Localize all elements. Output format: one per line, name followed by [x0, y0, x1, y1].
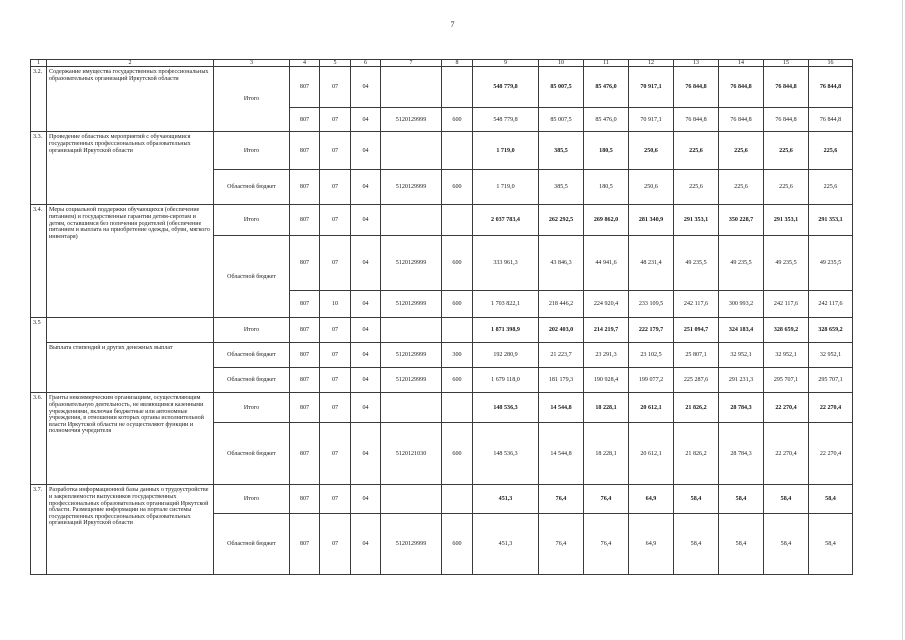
code-section: 07: [320, 423, 351, 485]
amount-year: 76 844,8: [809, 108, 853, 132]
amount-year: 48 231,4: [629, 236, 674, 291]
amount-year: 58,4: [719, 514, 764, 575]
amount-year: 58,4: [764, 514, 809, 575]
column-number: 9: [473, 60, 539, 67]
column-number: 8: [442, 60, 473, 67]
amount-year: 32 952,1: [764, 343, 809, 368]
code-expense-type: 600: [442, 514, 473, 575]
code-grbs: 807: [290, 423, 320, 485]
code-grbs: 807: [290, 514, 320, 575]
amount-year: 291 231,3: [719, 368, 764, 393]
code-target-article: 5120129999: [381, 343, 442, 368]
amount-year: 49 235,5: [719, 236, 764, 291]
funding-source: Областной бюджет: [214, 423, 290, 485]
funding-source: Областной бюджет: [214, 170, 290, 205]
column-number: 12: [629, 60, 674, 67]
amount-year: 180,5: [584, 170, 629, 205]
item-number: 3.7.: [31, 485, 47, 575]
item-number: 3.4.: [31, 205, 47, 318]
column-number: 14: [719, 60, 764, 67]
amount-total: 548 779,8: [473, 108, 539, 132]
code-grbs: 807: [290, 132, 320, 170]
item-description: Проведение областных мероприятий с обучающимися государственных профессиональных образовательных организаций Иркутской области: [47, 132, 214, 205]
amount-year: 21 223,7: [539, 343, 584, 368]
code-subsection: 04: [351, 514, 381, 575]
amount-total: 1 703 822,1: [473, 291, 539, 318]
amount-year: 58,4: [674, 514, 719, 575]
code-expense-type: [442, 205, 473, 236]
code-grbs: 807: [290, 393, 320, 423]
code-section: 10: [320, 291, 351, 318]
amount-year: 76 844,8: [719, 108, 764, 132]
code-subsection: 04: [351, 108, 381, 132]
amount-total: 1 719,0: [473, 132, 539, 170]
item-number: 3.2.: [31, 67, 47, 132]
code-expense-type: [442, 67, 473, 108]
code-subsection: 04: [351, 343, 381, 368]
amount-year: 76 844,8: [674, 108, 719, 132]
code-target-article: 5120121030: [381, 423, 442, 485]
amount-year: 350 228,7: [719, 205, 764, 236]
amount-year: 22 270,4: [764, 423, 809, 485]
amount-year: 44 941,6: [584, 236, 629, 291]
column-number: 15: [764, 60, 809, 67]
code-target-article: [381, 132, 442, 170]
funding-source: Итого: [214, 485, 290, 514]
amount-year: 291 353,1: [764, 205, 809, 236]
column-number: 6: [351, 60, 381, 67]
amount-year: 23 291,3: [584, 343, 629, 368]
amount-total: 192 280,9: [473, 343, 539, 368]
code-grbs: 807: [290, 236, 320, 291]
code-subsection: 04: [351, 132, 381, 170]
code-target-article: 5120129999: [381, 170, 442, 205]
code-target-article: [381, 205, 442, 236]
code-expense-type: [442, 485, 473, 514]
code-subsection: 04: [351, 485, 381, 514]
amount-year: 70 917,1: [629, 67, 674, 108]
code-grbs: 807: [290, 318, 320, 343]
code-subsection: 04: [351, 423, 381, 485]
amount-year: 225,6: [764, 132, 809, 170]
amount-year: 291 353,1: [809, 205, 853, 236]
amount-year: 225,6: [809, 170, 853, 205]
amount-year: 85 476,0: [584, 67, 629, 108]
amount-year: 18 228,1: [584, 423, 629, 485]
item-number: 3.5: [31, 318, 47, 393]
item-description: Разработка информационной базы данных о трудоустройстве и закрепляемости выпускников государственных профессиональных образовательных организаций Иркутской области. Размещение информации на портале системы государственных профессиональных образовательных организаций Иркутской области: [47, 485, 214, 575]
code-section: 07: [320, 170, 351, 205]
code-subsection: 04: [351, 318, 381, 343]
code-target-article: 5120129999: [381, 514, 442, 575]
amount-year: 180,5: [584, 132, 629, 170]
code-target-article: [381, 67, 442, 108]
funding-source: Итого: [214, 205, 290, 236]
funding-source: Итого: [214, 393, 290, 423]
amount-year: 385,5: [539, 170, 584, 205]
amount-year: 23 102,5: [629, 343, 674, 368]
amount-year: 300 993,2: [719, 291, 764, 318]
amount-year: 295 707,1: [809, 368, 853, 393]
amount-year: 76 844,8: [809, 67, 853, 108]
amount-year: 64,9: [629, 514, 674, 575]
amount-year: 225,6: [764, 170, 809, 205]
funding-source: Областной бюджет: [214, 514, 290, 575]
amount-year: 70 917,1: [629, 108, 674, 132]
amount-year: 85 476,0: [584, 108, 629, 132]
table-row: [31, 343, 853, 368]
code-section: 07: [320, 318, 351, 343]
code-target-article: 5120129999: [381, 108, 442, 132]
amount-year: 43 846,3: [539, 236, 584, 291]
amount-year: 49 235,5: [764, 236, 809, 291]
code-section: 07: [320, 393, 351, 423]
amount-year: 269 862,0: [584, 205, 629, 236]
amount-year: 76,4: [584, 485, 629, 514]
table-row: [31, 132, 853, 170]
amount-year: 49 235,5: [674, 236, 719, 291]
code-expense-type: 600: [442, 291, 473, 318]
amount-year: 20 612,1: [629, 393, 674, 423]
amount-year: 190 928,4: [584, 368, 629, 393]
item-number: 3.6.: [31, 393, 47, 485]
column-number-row: [31, 60, 853, 67]
amount-year: 21 826,2: [674, 423, 719, 485]
table-row: [31, 485, 853, 514]
code-expense-type: 600: [442, 108, 473, 132]
code-expense-type: [442, 318, 473, 343]
code-target-article: [381, 318, 442, 343]
amount-year: 25 807,1: [674, 343, 719, 368]
amount-year: 225,6: [719, 132, 764, 170]
amount-year: 22 270,4: [809, 393, 853, 423]
code-expense-type: 600: [442, 236, 473, 291]
code-section: 07: [320, 132, 351, 170]
code-grbs: 807: [290, 368, 320, 393]
column-number: 4: [290, 60, 320, 67]
code-subsection: 04: [351, 393, 381, 423]
amount-total: 451,3: [473, 485, 539, 514]
code-section: 07: [320, 368, 351, 393]
amount-year: 224 920,4: [584, 291, 629, 318]
amount-total: 2 037 783,4: [473, 205, 539, 236]
column-number: 11: [584, 60, 629, 67]
amount-year: 214 219,7: [584, 318, 629, 343]
code-grbs: 807: [290, 67, 320, 108]
code-expense-type: 600: [442, 170, 473, 205]
amount-year: 233 109,5: [629, 291, 674, 318]
amount-year: 242 117,6: [764, 291, 809, 318]
column-number: 10: [539, 60, 584, 67]
code-grbs: 807: [290, 108, 320, 132]
amount-year: 324 183,4: [719, 318, 764, 343]
funding-source: Областной бюджет: [214, 368, 290, 393]
page-edge-line: [902, 0, 903, 640]
column-number: 13: [674, 60, 719, 67]
amount-total: 1 679 118,0: [473, 368, 539, 393]
amount-year: 14 544,8: [539, 423, 584, 485]
amount-year: 291 353,1: [674, 205, 719, 236]
column-number: 16: [809, 60, 853, 67]
code-expense-type: 600: [442, 423, 473, 485]
amount-total: 451,3: [473, 514, 539, 575]
amount-total: 148 536,3: [473, 423, 539, 485]
column-number: 1: [31, 60, 47, 67]
amount-year: 28 784,3: [719, 393, 764, 423]
amount-year: 58,4: [809, 514, 853, 575]
amount-year: 295 707,1: [764, 368, 809, 393]
table-row: [31, 318, 853, 343]
amount-year: 14 544,8: [539, 393, 584, 423]
code-subsection: 04: [351, 236, 381, 291]
code-section: 07: [320, 514, 351, 575]
amount-year: 22 270,4: [809, 423, 853, 485]
item-description: Выплата стипендий и других денежных выплат: [47, 343, 214, 393]
amount-year: 49 235,5: [809, 236, 853, 291]
amount-total: 1 871 398,9: [473, 318, 539, 343]
amount-year: 281 340,9: [629, 205, 674, 236]
amount-year: 76,4: [539, 485, 584, 514]
item-number: 3.3.: [31, 132, 47, 205]
amount-year: 20 612,1: [629, 423, 674, 485]
amount-year: 328 659,2: [764, 318, 809, 343]
amount-year: 385,5: [539, 132, 584, 170]
code-section: 07: [320, 67, 351, 108]
amount-year: 222 179,7: [629, 318, 674, 343]
code-subsection: 04: [351, 67, 381, 108]
code-expense-type: [442, 132, 473, 170]
code-target-article: [381, 393, 442, 423]
code-expense-type: 600: [442, 368, 473, 393]
amount-year: 199 077,2: [629, 368, 674, 393]
funding-source: Итого: [214, 67, 290, 132]
amount-total: 333 961,3: [473, 236, 539, 291]
amount-year: 262 292,5: [539, 205, 584, 236]
amount-year: 76 844,8: [674, 67, 719, 108]
column-number: 3: [214, 60, 290, 67]
table-row: [31, 67, 853, 108]
amount-year: 64,9: [629, 485, 674, 514]
amount-year: 225,6: [809, 132, 853, 170]
code-section: 07: [320, 205, 351, 236]
code-section: 07: [320, 108, 351, 132]
code-subsection: 04: [351, 170, 381, 205]
amount-year: 225,6: [674, 170, 719, 205]
amount-year: 76 844,8: [764, 108, 809, 132]
amount-year: 225,6: [719, 170, 764, 205]
funding-source: Итого: [214, 132, 290, 170]
code-target-article: [381, 485, 442, 514]
amount-year: 32 952,1: [809, 343, 853, 368]
code-target-article: 5120129999: [381, 291, 442, 318]
funding-source: Областной бюджет: [214, 343, 290, 368]
code-expense-type: [442, 393, 473, 423]
amount-total: 548 779,8: [473, 67, 539, 108]
page-number: 7: [450, 20, 455, 29]
amount-year: 58,4: [764, 485, 809, 514]
item-description: Гранты некоммерческим организациям, осуществляющим образовательную деятельность, не являющимся казенными учреждениями, включая бюджетные или автономные учреждения, в отношении которых органы исполнительной власти Иркутской области не осуществляют функции и полномочия учредителя: [47, 393, 214, 485]
amount-year: 242 117,6: [809, 291, 853, 318]
amount-year: 32 952,1: [719, 343, 764, 368]
amount-year: 76,4: [539, 514, 584, 575]
code-grbs: 807: [290, 205, 320, 236]
amount-total: 148 536,3: [473, 393, 539, 423]
code-grbs: 807: [290, 343, 320, 368]
code-section: 07: [320, 343, 351, 368]
amount-year: 76 844,8: [719, 67, 764, 108]
amount-year: 58,4: [809, 485, 853, 514]
table-row: [31, 393, 853, 423]
amount-year: 76,4: [584, 514, 629, 575]
code-target-article: 5120129999: [381, 236, 442, 291]
amount-year: 218 446,2: [539, 291, 584, 318]
amount-year: 202 403,0: [539, 318, 584, 343]
amount-year: 225,6: [674, 132, 719, 170]
amount-year: 28 784,3: [719, 423, 764, 485]
amount-year: 76 844,8: [764, 67, 809, 108]
funding-source: Областной бюджет: [214, 236, 290, 318]
code-grbs: 807: [290, 485, 320, 514]
column-number: 7: [381, 60, 442, 67]
code-target-article: 5120129999: [381, 368, 442, 393]
budget-table: [30, 59, 853, 575]
amount-year: 58,4: [719, 485, 764, 514]
table-row: [31, 205, 853, 236]
amount-year: 225 287,6: [674, 368, 719, 393]
item-description: Меры социальной поддержки обучающихся (обеспечение питанием) и государственные гарантии детям-сиротам и детям, оставшимся без попечения родителей (обеспечение питанием и выплата на приобретение одежды, обуви, мягкого инвентаря): [47, 205, 214, 318]
amount-year: 21 826,2: [674, 393, 719, 423]
code-expense-type: 300: [442, 343, 473, 368]
code-subsection: 04: [351, 205, 381, 236]
column-number: 2: [47, 60, 214, 67]
amount-year: 181 179,3: [539, 368, 584, 393]
amount-year: 85 007,5: [539, 67, 584, 108]
amount-year: 58,4: [674, 485, 719, 514]
amount-year: 18 228,1: [584, 393, 629, 423]
amount-total: 1 719,0: [473, 170, 539, 205]
item-description: [47, 318, 214, 343]
amount-year: 250,6: [629, 132, 674, 170]
code-subsection: 04: [351, 368, 381, 393]
code-section: 07: [320, 485, 351, 514]
funding-source: Итого: [214, 318, 290, 343]
amount-year: 242 117,6: [674, 291, 719, 318]
item-description: Содержание имущества государственных профессиональных образовательных организаций Иркутской области: [47, 67, 214, 132]
code-grbs: 807: [290, 170, 320, 205]
column-number: 5: [320, 60, 351, 67]
amount-year: 251 094,7: [674, 318, 719, 343]
code-section: 07: [320, 236, 351, 291]
amount-year: 250,6: [629, 170, 674, 205]
amount-year: 85 007,5: [539, 108, 584, 132]
code-subsection: 04: [351, 291, 381, 318]
amount-year: 328 659,2: [809, 318, 853, 343]
code-grbs: 807: [290, 291, 320, 318]
amount-year: 22 270,4: [764, 393, 809, 423]
